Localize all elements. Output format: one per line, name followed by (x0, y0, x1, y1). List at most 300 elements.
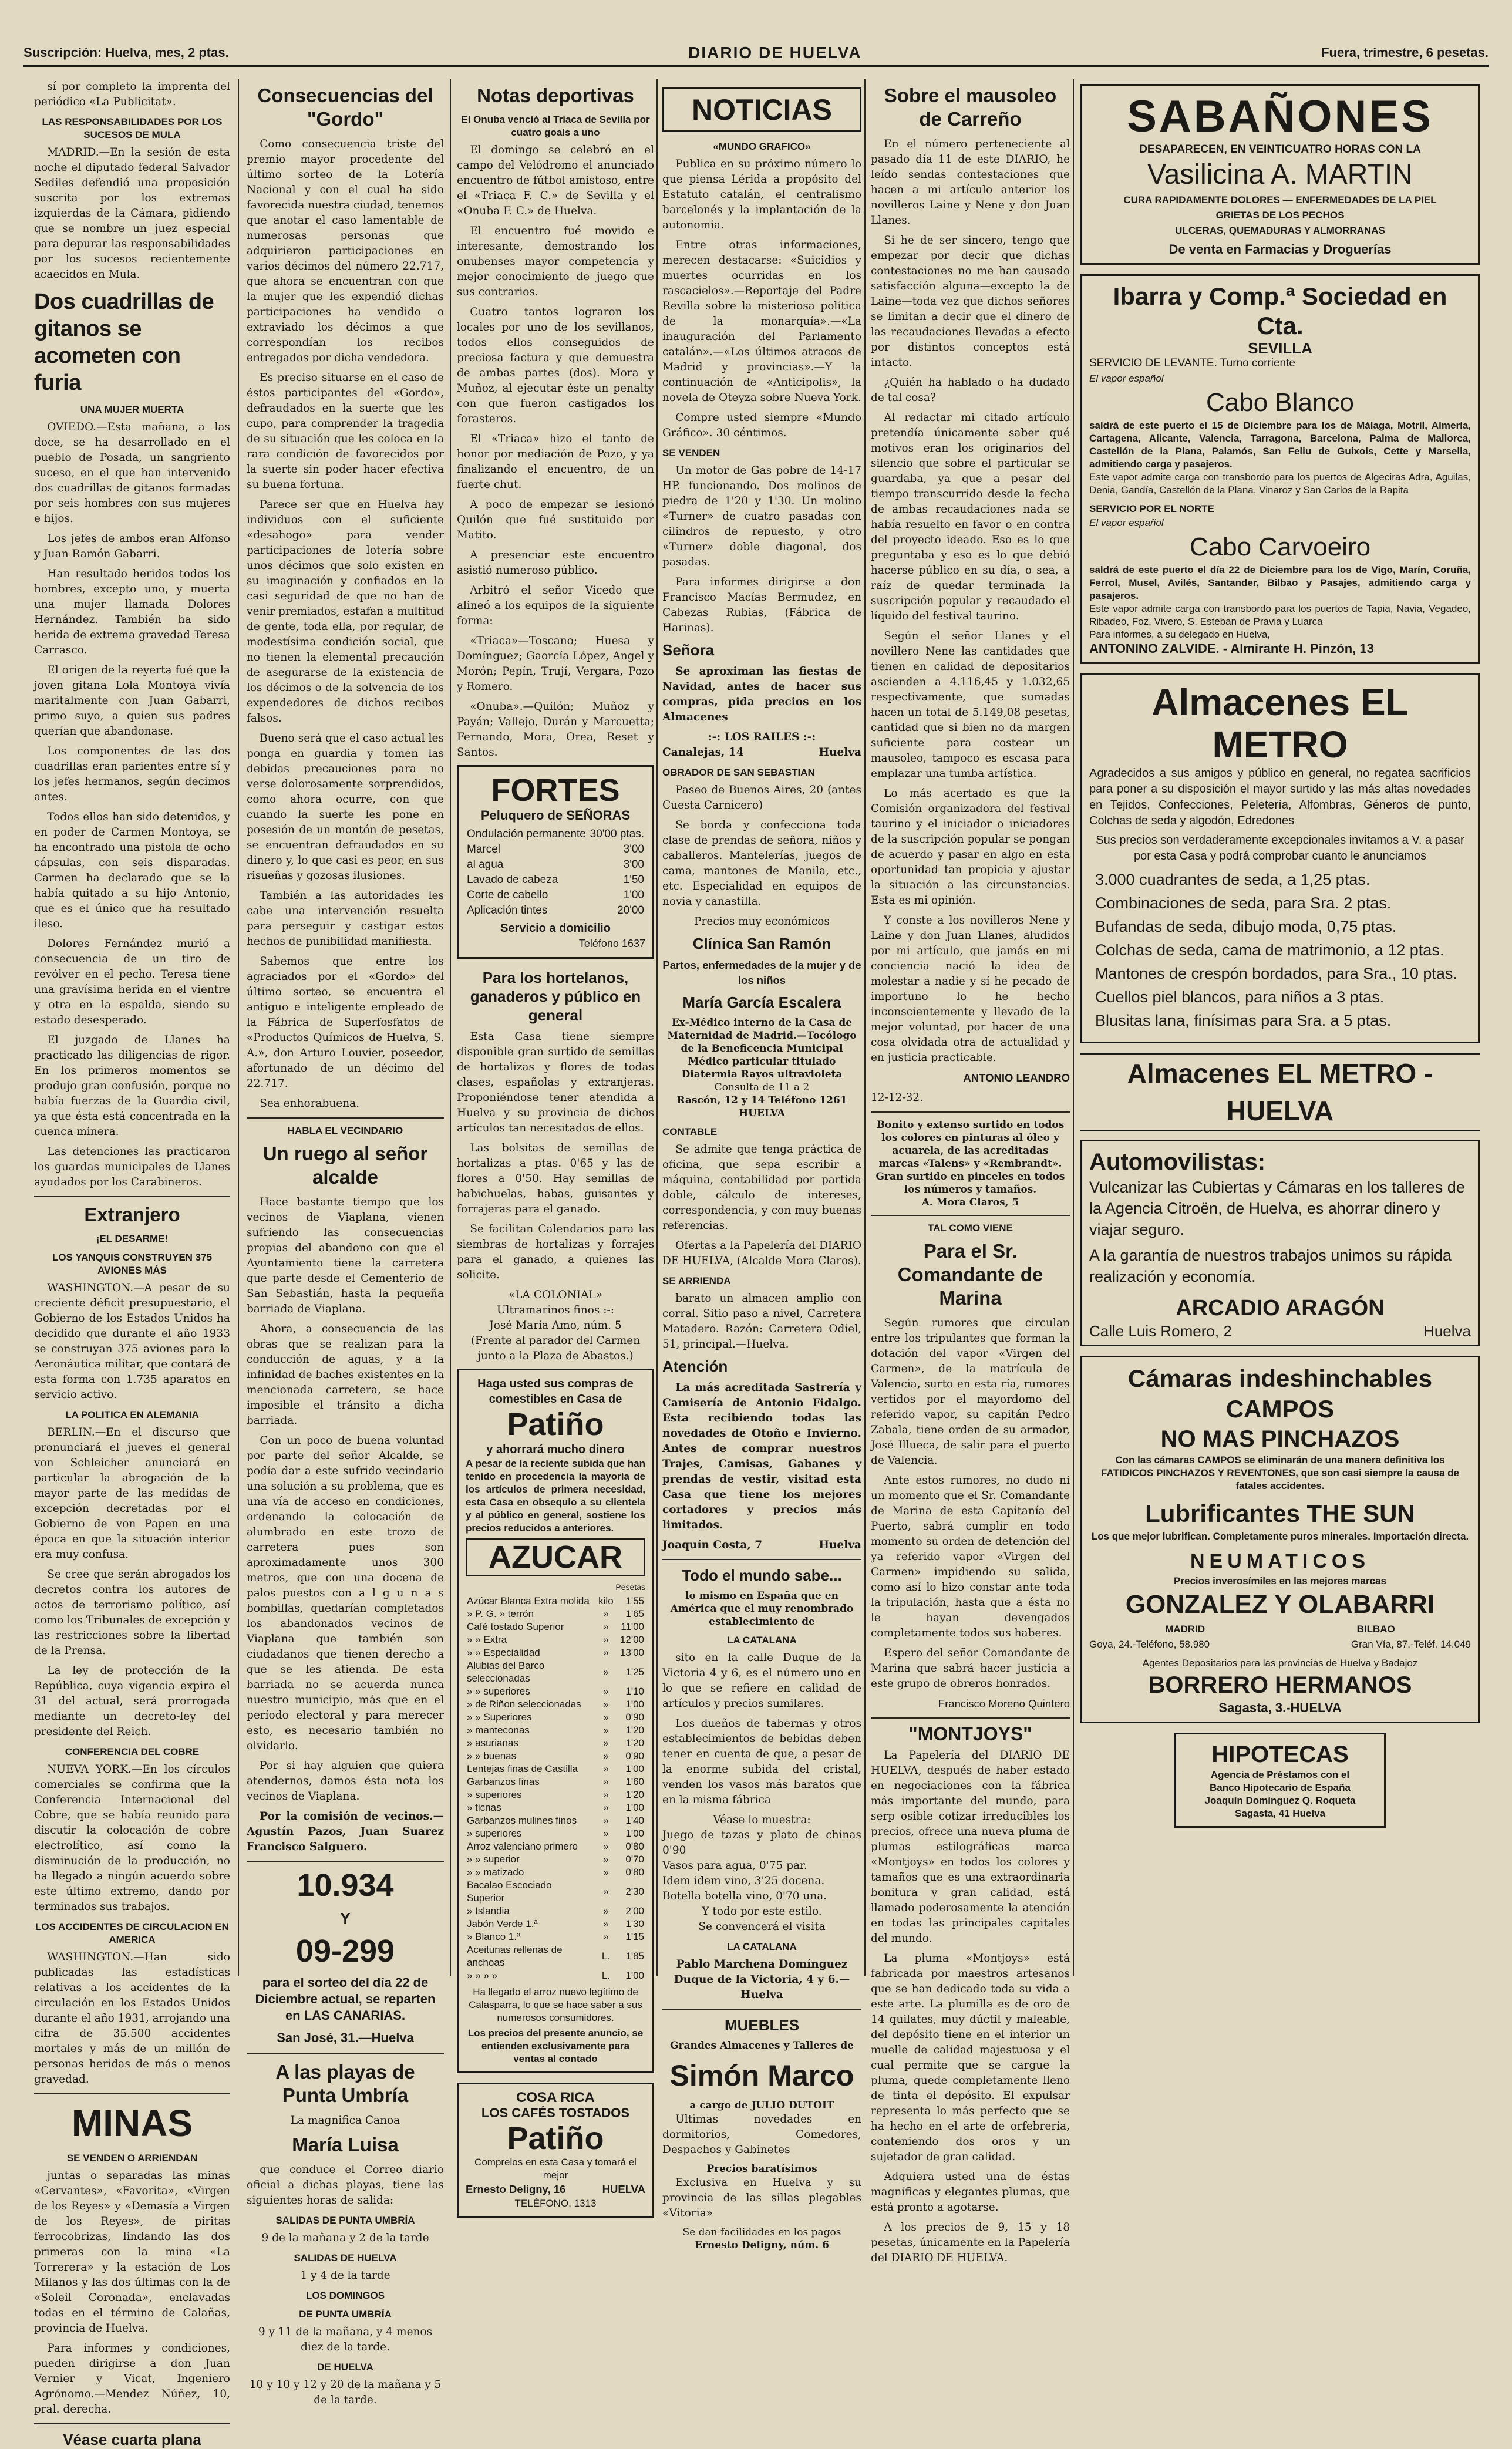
shop-address: Joaquín Costa, 7 (662, 1539, 763, 1551)
ad-text: Vulcanizar las Cubiertas y Cámaras en los talleres de la Agencia Citroën, de Huelva, es ahorrar dinero y viajar seguro. (1089, 1178, 1465, 1238)
price-value: 20'00 (617, 904, 644, 917)
ad-text: Juego de tazas y plato de chinas 0'90 (662, 1829, 861, 1857)
price-item: » asurianas (467, 1737, 518, 1749)
price-row (466, 1879, 645, 1905)
headline: Clínica San Ramón (692, 935, 831, 952)
price-value: 1'85 (625, 1951, 644, 1962)
price-row (466, 1763, 645, 1776)
paragraph: BERLIN.—En el discurso que pronunciará el jueves el general von Schleicher anunciará en particular la abrogación de la mayor parte de las medidas de excepción decretadas por el Gobierno de von Papen en una época en que la situación interior era muy confusa. (34, 1426, 230, 1561)
doctor-name: María García Escalera (682, 993, 841, 1011)
ad-note: Los precios del presente anuncio, se entienden exclusivamente para ventas al contado (467, 2027, 644, 2064)
paragraph: Para informes dirigirse a don Francisco Macías Bermudez, en Cabezas Rubias, (Fábrica de Harinas). (662, 576, 861, 634)
ad-text: Bonito y extenso surtido en todos los colores en pinturas al óleo y acuarela, de las acreditadas marcas «Talens» y «Rembrandt». (876, 1119, 1065, 1170)
price-value: 0'90 (625, 1750, 644, 1761)
paragraph: Hace bastante tiempo que los vecinos de Viaplana, vienen sufriendo las consecuencias propias del abandono con que el Ayuntamiento tiene la carretera que parte desde el Cementerio de San Sebastián, hasta la pequeña barriada de Viaplana. (247, 1196, 444, 1315)
price-row (466, 1776, 645, 1788)
ad-title: GONZALEZ Y OLABARRI (1125, 1590, 1435, 1619)
price-item: » » » » (467, 1970, 497, 1981)
price-item: » » superior (467, 1854, 520, 1865)
price-item: » ticnas (467, 1802, 501, 1813)
headline: Dos cuadrillas de gitanos se acometen con furia (34, 289, 214, 395)
paragraph: Dolores Fernández murió a consecuencia de un tiro de revólver en el pecho. Teresa tiene una gravísima herida en el vientre y otra en la espalda, siendo su estado desesperado. (34, 938, 230, 1026)
ad-subtitle: DESAPARECEN, EN VEINTICUATRO HORAS CON LA (1139, 143, 1421, 156)
ad-ibarra (1080, 274, 1480, 664)
paragraph: La Papelería del DIARIO DE HUELVA, después de haber estado en negociaciones con la fábrica más importante del mundo, para serp osible cotizar irreducibles los precios, ofrece una nueva pluma de plumas estilográficas marca «Montjoys» en todos los colores y tamaños que es una extraordinaria bonitura y gran calidad, está llamado poderosamente la atención en todas las principales capitales del mundo. (871, 1749, 1070, 1945)
price-row (466, 1840, 645, 1853)
price-label: Corte de cabello (467, 889, 548, 901)
paragraph: Un motor de Gas pobre de 14-17 HP. funcionando. Dos molinos de piedra de 1'20 y 1'30. Un molino «Turner» de cuatro pasadas con cilindros de repuesto, y otro «Turner» doble diagonal, dos pasadas. (662, 464, 861, 568)
ad-text: Diatermia Rayos ultravioleta (681, 1069, 843, 1080)
paragraph: El juzgado de Llanes ha practicado las diligencias de rigor. En los primeros momentos se produjo gran confusión, porque no había fuerzas de la Guardia civil, ya que ésta está concentrada en la cuenca minera. (34, 1034, 230, 1138)
price-value: 1'40 (625, 1815, 644, 1826)
paragraph: Ante estos rumores, no dudo ni un momento que el Sr. Comandante de Marina de esta Capitanía del Puerto, sabrá cumplir en todo momento su orden de detención del ya referido vapor «Virgen del Carmen» impidiendo su salida, como así lo hizo constar ante toda la tripulación, hasta que a ésta no le hayan devengados completamente todos sus haberes. (871, 1474, 1070, 1639)
shop-name: «LA COLONIAL» (508, 1289, 603, 1301)
ad-hipotecas (1174, 1733, 1386, 1828)
ad-title: COSA RICA (516, 2090, 595, 2106)
paragraph: El domingo se celebró en el campo del Velódromo el anunciado encuentro de fútbol amistoso, entre el «Triaca F. C.» de Sevilla y el «Onuba F. C.» de Huelva. (457, 144, 654, 217)
ad-text: Agradecidos a sus amigos y público en general, no regatea sacrificios para poner a su disposición el mayor surtido y las más altas novedades en Tejidos, Confecciones, Peletería, Alfombras, Géneros de punto, Colchas de seda y algodón, Edredones (1089, 767, 1471, 827)
divider (871, 1215, 1070, 1216)
paragraph: Sea enhorabuena. (260, 1097, 360, 1110)
paragraph: Se cree que serán abrogados los decretos contra los autores de actos de terrorismo político, así como los Tribunales de excepción y las restricciones sobre la libertad de la Prensa. (34, 1568, 230, 1657)
ad-text: Para informes, a su delegado en Huelva, (1089, 629, 1271, 640)
price-label: Lavado de cabeza (467, 874, 558, 886)
subheadline: HABLA EL VECINDARIO (287, 1125, 403, 1136)
ad-text: Precios baratísimos (706, 2163, 817, 2175)
price-row (466, 873, 645, 888)
price-item: Café tostado Superior (467, 1621, 564, 1632)
address-row (662, 745, 861, 760)
paragraph: Por la comisión de vecinos.—Agustín Pazos, Juan Suarez Francisco Salguero. (247, 1810, 444, 1853)
price-row (466, 1801, 645, 1814)
price-row (466, 827, 645, 842)
newspaper-title: DIARIO DE HUELVA (688, 43, 862, 62)
paragraph: También a las autoridades les cabe una intervención resuelta para perseguir y castigar estos hechos de punibilidad manifiesta. (247, 890, 444, 948)
ad-title: NEUMATICOS (1190, 1550, 1370, 1572)
paragraph: Al redactar mi citado artículo pretendía únicamente saber qué motivos eran los originarios del silencio que sobre el particular se guardaba, ya que a pesar del tiempo transcurrido desde la fecha de ambas recaudaciones nada se había resuelto en favor o en contra del proyecto ideado. Eso es lo que preguntaba y eso es lo que debió hacerse público en su día, o sea, a raíz de quedar terminada la suscripción popular y recaudado el líquido del festival taurino. (871, 412, 1070, 622)
paragraph: El origen de la reyerta fué que la joven gitana Lola Montoya vivía maritalmente con Juan Gabarri, primo suyo, a quien sus padres querían que abandonase. (34, 664, 230, 737)
paragraph: Según el señor Llanes y el novillero Nene las cantidades que tienen en calidad de depositarios ascienden a 4.116,45 y 1.032,65 respectivamente, que sumadas hacen un total de 5.149,08 pesetas, cantidad que si bien no da margen suficiente para costear un mausoleo, tampoco es escasa para emplazar una tumba artística. (871, 630, 1070, 780)
paragraph: A poco de empezar se lesionó Quilón que fué sustituido por Matito. (457, 498, 654, 541)
price-row (466, 888, 645, 903)
schedule-heading: SALIDAS DE HUELVA (294, 2252, 397, 2263)
ad-title: Ibarra y Comp.ª Sociedad en Cta. (1113, 282, 1447, 339)
ad-text: SERVICIO DE LEVANTE. Turno corriente (1089, 357, 1295, 369)
headline: Atención (662, 1357, 728, 1375)
price-unit: » (603, 1712, 609, 1723)
ad-text: Grandes Almacenes y Talleres de (669, 2040, 854, 2051)
paragraph: Es preciso situarse en el caso de éstos participantes del «Gordo», defraudados en la suerte que les cupo, para comprender la tragedia de su situación que les coloca en la rara condición de favorecidos por la suerte sin poder hacer efectiva su buena fortuna. (247, 372, 444, 491)
ad-text: GRIETAS DE LOS PECHOS (1215, 210, 1345, 221)
paragraph: Ahora, a consecuencia de las obras que se realizan para la conducción de aguas, y a la infinidad de baches existentes en la mencionada carretera, se hace imposible el tránsito a dicha barriada. (247, 1323, 444, 1427)
ad-subtitle: Peluquero de SEÑORAS (480, 808, 631, 823)
ad-text: CURA RAPIDAMENTE DOLORES — ENFERMEDADES DE LA PIEL (1123, 194, 1437, 206)
page-reference: Véase cuarta plana (63, 2431, 201, 2448)
price-value: 1'10 (625, 1686, 644, 1697)
ad-text: Sus precios son verdaderamente excepcionales invitamos a V. a pasar por esta Casa y podrá comprobar cuanto le anunciamos (1096, 834, 1464, 863)
ad-text: Botella botella vino, 0'70 una. (662, 1890, 827, 1902)
price-unit: » (603, 1789, 609, 1800)
subheadline: LA POLITICA EN ALEMANIA (65, 1409, 199, 1420)
address-row (662, 1538, 861, 1553)
headline: Extranjero (84, 1204, 180, 1225)
ad-text: Con las cámaras CAMPOS se eliminarán de una manera definitiva los FATIDICOS PINCHAZOS Y REVENTONES, que son casi siempre la causa de fatales accidentes. (1101, 1454, 1459, 1491)
paragraph: Esta Casa tiene siempre disponible gran surtido de semillas de hortalizas y flores de todas clases, españolas y extranjeras. Proponiéndose tener atendida a Huelva y su provincia de dichos artículos tan necesitados de ellos. (457, 1030, 654, 1134)
ad-address: Duque de la Victoria, 4 y 6.—Huelva (674, 1973, 850, 2001)
price-unit: » (603, 1699, 609, 1710)
headline: Todo el mundo sabe... (682, 1567, 842, 1584)
subheadline: «MUNDO GRAFICO» (713, 141, 811, 152)
price-row (466, 1659, 645, 1685)
price-row (466, 842, 645, 857)
price-value: 1'00 (625, 1970, 644, 1981)
paragraph: Los dueños de tabernas y otros establecimientos de bebidas deben tener en cuenta de que, a pesar de la enorme subida del cristal, venden los vasos más baratos que en la misma fábrica (662, 1717, 861, 1806)
paragraph: La más acreditada Sastrería y Camisería de Antonio Fidalgo. Esta recibiendo todas las novedades de Otoño e Invierno. Antes de comprar nuestros Trajes, Camisas, Gabanes y prendas de vestir, visitad esta Casa que tiene los mejores cortadores y precios más limitados. (662, 1382, 861, 1531)
ad-foot: De venta en Farmacias y Droguerías (1168, 242, 1392, 257)
paragraph: MADRID.—En la sesión de esta noche el diputado federal Salvador Sediles defendió una proposición suscrita por los extremas izquierdas de la Cámara, pidiendo que se nombre un juez especial para depurar las responsabilidades por los sucesos recientemente acaecidos en Mula. (34, 146, 230, 281)
lottery-number: 10.934 (297, 1868, 394, 1903)
subheadline: ¡EL DESARME! (96, 1233, 169, 1244)
shop-city: Huelva (819, 1539, 861, 1551)
price-value: 2'30 (625, 1886, 644, 1897)
ad-address: Ernesto Deligny, núm. 6 (695, 2239, 829, 2251)
paragraph: barato un almacen amplio con corral. Sitio paso a nivel, Carretera Matadero. Razón: Carretera Odiel, 51, principal.—Huelva. (662, 1292, 861, 1350)
ad-cities (1089, 1622, 1471, 1637)
subheadline: TAL COMO VIENE (928, 1222, 1013, 1234)
headline: Consecuencias del "Gordo" (257, 85, 433, 130)
schedule-time: 1 y 4 de la tarde (300, 2269, 390, 2282)
subheadline: SE ARRIENDA (662, 1275, 731, 1286)
ad-address: Ernesto Deligny, 16 (466, 2183, 566, 2195)
ad-campos (1080, 1356, 1480, 1723)
price-item: » » matizado (467, 1867, 524, 1878)
paragraph: Sabemos que entre los agraciados por el «Gordo» del último sorteo, se encuentra el antiguo e inteligente empleado de la Fábrica de Superfosfatos de «Productos Químicos de Huelva, S. A.», don Arturo Louvier, poseedor, afortunado de un décimo del 22.717. (247, 955, 444, 1090)
headline: "MONTJOYS" (908, 1723, 1032, 1744)
price-label: Marcel (467, 843, 501, 855)
price-value: 1'60 (625, 1776, 644, 1787)
price-unit: » (603, 1634, 609, 1645)
boat-name: María Luisa (292, 2134, 399, 2155)
ads-column (1075, 79, 1486, 1976)
paragraph: juntas o separadas las minas «Cervantes», «Favorita», «Virgen de los Reyes» y «Demasía a Virgen de los Reyes», de piritas ferrocobrizas, lindando las dos primeras con la mina «La Torrerera» y la estación de Los Milanos y las dos últimas con la de «Soleil Coronada», enclavadas todas en el término de Calañas, provincia de Huelva. (34, 2170, 230, 2335)
price-row (466, 1969, 645, 1982)
price-unit: » (603, 1886, 609, 1897)
price-unit: » (603, 1854, 609, 1865)
ad-sabanones (1080, 84, 1480, 265)
price-item: Azúcar Blanca Extra molida (467, 1595, 590, 1606)
paragraph: Todos ellos han sido detenidos, y en poder de Carmen Montoya, se ha encontrado una pistola de ocho cápsulas, con seis disparadas. Carmen ha declarado que se la había quitado a su hijo Antonio, que es el único que ha resultado ileso. (34, 811, 230, 930)
price-item: » » superiores (467, 1686, 530, 1697)
price-row (466, 1711, 645, 1724)
headline: A las playas de Punta Umbría (275, 2061, 415, 2106)
price-row (466, 1905, 645, 1918)
price-label: al agua (467, 858, 504, 871)
column-2 (242, 79, 449, 2406)
ad-text: A pesar de la reciente subida que han tenido en procedencia la mayoría de los artículos de primera necesidad, esta Casa en obsequio a su clientela y al público en general, sostiene los precios reducidos a anteriores. (466, 1458, 645, 1534)
price-value: 0'70 (625, 1854, 644, 1865)
paragraph: Espero del señor Comandante de Marina que sabrá hacer justicia a este grupo de obreros honrados. (871, 1647, 1070, 1690)
subheadline: LOS YANQUIS CONSTRUYEN 375 AVIONES MÁS (52, 1252, 213, 1276)
price-row (466, 857, 645, 873)
price-unit: » (603, 1841, 609, 1852)
ad-subtitle: LOS CAFÉS TOSTADOS (481, 2106, 630, 2120)
lottery-number: 09-299 (295, 1933, 395, 1969)
ad-subtitle: NO MAS PINCHAZOS (1160, 1426, 1400, 1452)
ad-cafes (457, 2083, 654, 2218)
column-3 (452, 79, 659, 2209)
paragraph: Por si hay alguien que quiera atendernos, damos ésta nota los vecinos de Viaplana. (247, 1760, 444, 1803)
ad-text: Gran surtido en pinceles en todos los números y tamaños. (875, 1171, 1065, 1195)
ad-title: FORTES (491, 773, 620, 808)
price-item: Lentejas finas de Castilla (467, 1763, 578, 1774)
paragraph: Para informes y condiciones, pueden dirigirse a don Juan Vernier y Vicat, Ingeniero Agrónomo.—Mendez Núñez, 10, pral. derecha. (34, 2342, 230, 2416)
price-item: » de Riñon seleccionadas (467, 1699, 581, 1710)
schedule-heading: DE PUNTA UMBRÍA (299, 2309, 392, 2320)
paragraph: «Onuba».—Quilón; Muñoz y Payán; Vallejo, Durán y Marcuetta; Fernando, Mora, Orea, Reset y Santos. (457, 700, 654, 759)
ad-text: Se convencerá el visita (698, 1921, 826, 1933)
divider (247, 1861, 444, 1862)
price-value: 0'80 (625, 1867, 644, 1878)
divider (247, 1117, 444, 1119)
price-unit: » (603, 1828, 609, 1839)
paragraph: En el número perteneciente al pasado día 11 de este DIARIO, he leído sendas contestaciones que hacen a mi artículo anterior los novilleros Laine y Nene y don Juan Llanes. (871, 138, 1070, 227)
price-unit: » (603, 1802, 609, 1813)
ship-name: Cabo Blanco (1206, 388, 1354, 417)
ad-title: Cámaras indeshinchables CAMPOS (1127, 1365, 1433, 1423)
price-unit: » (603, 1621, 609, 1632)
column-1 (29, 79, 235, 2448)
price-row (466, 1595, 645, 1608)
ad-addresses (1089, 1637, 1471, 1652)
shop-name: :-: LOS RAILES :-: (708, 731, 816, 743)
price-list-item: Bufandas de seda, dibujo moda, 0,75 ptas. (1095, 918, 1397, 935)
price-value: 1'30 (625, 1918, 644, 1929)
ad-address: Sagasta, 3.-HUELVA (1218, 1700, 1342, 1715)
paragraph: Precios muy económicos (694, 915, 830, 928)
price-item: » » Extra (467, 1634, 507, 1645)
price-unit: » (603, 1608, 609, 1619)
paragraph: que conduce el Correo diario oficial a dichas playas, tiene las siguientes horas de salida: (247, 2164, 444, 2207)
paragraph: Si he de ser sincero, tengo que empezar por decir que dichas contestaciones no me han causado satisfacción alguna—excepto la de Laine—toda vez que dichos señores se limitan a decir que el dinero de las recaudaciones llevadas a efecto por distintos conceptos está intacto. (871, 234, 1070, 369)
price-item: » manteconas (467, 1724, 530, 1736)
paragraph: WASHINGTON.—A pesar de su creciente déficit presupuestario, el Gobierno de los Estados Unidos ha decidido que durante el año 1933 se construyan 375 aviones para la Aeronáutica militar, que contará de esta forma con 1.735 aparatos en servicio activo. (34, 1282, 230, 1401)
headline: Para los hortelanos, ganaderos y público en general (470, 969, 641, 1024)
price-unit: » (603, 1776, 609, 1787)
paragraph: NUEVA YORK.—En los círculos comerciales se confirma que la Conferencia Internacional del Cobre, que se había reunido para discutir la colocación de cobre electrolítico, así como la disminución de la producción, no ha llegado a ningún acuerdo sobre este último extremo, dando por terminados sus trabajos. (34, 1763, 230, 1913)
paragraph: Las bolsitas de semillas de hortalizas a ptas. 0'65 y las de flores a 0'50. Hay semillas de habichuelas, habas, guisantes y forrajeras para el ganado. (457, 1142, 654, 1215)
paragraph: Arbitró el señor Vicedo que alineó a los equipos de la siguiente forma: (457, 584, 654, 627)
shop-address: José María Amo, núm. 5 (489, 1319, 622, 1332)
ad-text: Médico particular titulado (688, 1056, 836, 1067)
price-unit: kilo (598, 1595, 614, 1606)
price-value: 0'80 (625, 1841, 644, 1852)
ship-name: Cabo Carvoeiro (1189, 533, 1371, 561)
paragraph: Se borda y confecciona toda clase de prendas de señora, niños y caballeros. Mantelerías, juegos de cama, mantones de Manila, etc., etc. Especialidad en equipos de novia y canastilla. (662, 819, 861, 908)
paragraph: «Triaca»—Toscano; Huesa y Domínguez; Gaorcía López, Angel y Morón; Pepín, Trují, Vergara, Pozo y Romero. (457, 635, 654, 693)
price-unit: » (603, 1763, 609, 1774)
divider (34, 2093, 230, 2094)
price-row (466, 1931, 645, 1943)
price-item: » » Superiores (467, 1712, 532, 1723)
ad-address: Gran Vía, 87.-Teléf. 14.049 (1351, 1639, 1471, 1650)
price-value: 30'00 ptas. (590, 828, 644, 840)
price-label: Ondulación permanente (467, 828, 586, 840)
price-table (466, 827, 645, 918)
price-value: 1'15 (625, 1931, 644, 1942)
ad-text: Y todo por este estilo. (702, 1905, 822, 1918)
ad-title: Lubrificantes THE SUN (1145, 1500, 1415, 1527)
subheadline: UNA MUJER MUERTA (80, 404, 184, 415)
headline: LAS RESPONSABILIDADES POR LOS SUCESOS DE MULA (42, 116, 223, 140)
ad-text: Los que mejor lubrifican. Completamente puros minerales. Importación directa. (1091, 1531, 1469, 1542)
price-item: Jabón Verde 1.ª (467, 1918, 538, 1929)
ad-text: Comprelos en esta Casa y tomará el mejor (474, 2157, 637, 2181)
paragraph: La pluma «Montjoys» está fabricada por maestros artesanos que se han dedicado toda su vida a este arte. La plumilla es de oro de 14 quilates, muy dúctil y maleable, del depósito tiene en el interior un muelle de calidad majestuosa y el cual permite que se cargue la pluma, quede completamente lleno de tinta el depósito. El expulsar representa lo más perfecto que se ha hecho en el arte de orfebrería, conteniendo dos oros y un sujetador de gran calidad. (871, 1952, 1070, 2163)
headline: Para el Sr. Comandante de Marina (897, 1240, 1043, 1309)
ad-name: ARCADIO ARAGÓN (1176, 1296, 1385, 1320)
price-unit: » (603, 1647, 609, 1658)
schedule-heading: SALIDAS DE PUNTA UMBRÍA (275, 2215, 415, 2226)
ad-text: Joaquín Domínguez Q. Roqueta (1204, 1795, 1356, 1806)
subheadline: SE VENDEN (662, 447, 720, 459)
price-unit: » (603, 1918, 609, 1929)
schedule-time: 9 y 11 de la mañana, y 4 menos diez de la tarde. (258, 2326, 433, 2353)
price-row (466, 1788, 645, 1801)
price-value: 1'55 (625, 1595, 644, 1606)
price-label: Aplicación tintes (467, 904, 548, 917)
price-unit: » (603, 1905, 609, 1916)
ad-text: saldrá de este puerto el día 22 de Diciembre para los de Vigo, Marín, Coruña, Ferrol, Musel, Avilés, Santander, Bilbao y Pasajes, admitiendo carga y pasajeros. (1089, 564, 1471, 601)
paragraph: Los componentes de las dos cuadrillas eran parientes entre sí y los jefes hermanos, según decimos antes. (34, 745, 230, 803)
ad-city: BILBAO (1356, 1623, 1395, 1635)
paragraph: Se admite que tenga práctica de oficina, que sepa escribir a máquina, contabilidad por partida doble, cálculo de intereses, correspondencia, y con muy buenas referencias. (662, 1143, 861, 1232)
paragraph: La ley de protección de la República, cuya vigencia expira el 31 del actual, será prorrogada mediante un decreto-ley del presidente del Reich. (34, 1665, 230, 1738)
ad-text: Este vapor admite carga con transbordo para los puertos de Tapia, Navia, Vegadeo, Ribadeo, Foz, Vivero, S. Esteban de Pravia y Luarca (1089, 603, 1471, 627)
subheadline: El Onuba venció al Triaca de Sevilla por cuatro goals a uno (461, 114, 650, 138)
subheadline: La magnifica Canoa (290, 2114, 400, 2127)
paragraph: Según rumores que circulan entre los tripulantes que forman la dotación del vapor «Virgen del Carmen», de la matrícula de Valencia, surto en esta ría, rumores vertidos por el mayordomo del referido vapor, su capitán Pedro Zabala, tiene orden de su armador, José Illueca, de salir para el puerto de Valencia. (871, 1317, 1070, 1467)
ad-service: Servicio a domicilio (500, 922, 611, 935)
ad-city: Huelva (1423, 1322, 1471, 1340)
price-row (466, 1621, 645, 1633)
column-5 (866, 79, 1075, 2264)
shop-address: Canalejas, 14 (662, 746, 744, 759)
ad-text: Ex-Médico interno de la Casa de Maternidad de Madrid.—Tocólogo de la Beneficencia Municipal (667, 1017, 857, 1055)
paragraph: Ultimas novedades en dormitorios, Comedores, Despachos y Gabinetes (662, 2113, 861, 2156)
price-unit: » (603, 1737, 609, 1749)
ad-text: Rascón, 12 y 14 Teléfono 1261 (676, 1094, 847, 1106)
ad-text: Idem idem vino, 3'25 docena. (662, 1875, 825, 1887)
ad-text: Agencia de Préstamos con el (1210, 1769, 1350, 1780)
price-item: Garbanzos finas (467, 1776, 540, 1787)
price-value: 3'00 (623, 843, 644, 855)
divider (871, 1111, 1070, 1113)
price-list-item: Colchas de seda, cama de matrimonio, a 12 ptas. (1095, 941, 1444, 959)
ad-city: HUELVA (602, 2183, 645, 2195)
paragraph: Paseo de Buenos Aires, 20 (antes Cuesta Carnicero) (662, 784, 861, 811)
lottery-conjunction: Y (340, 1909, 351, 1927)
headline: MUEBLES (724, 2016, 800, 2034)
shop-name: LA CATALANA (727, 1635, 797, 1646)
table-header: Pesetas (615, 1582, 645, 1592)
price-item: » Islandia (467, 1905, 510, 1916)
price-list-item: Mantones de crespón bordados, para Sra., 10 ptas. (1095, 965, 1457, 982)
price-table (466, 1595, 645, 1982)
paragraph: Como consecuencia triste del premio mayor procedente del último sorteo de la Lotería Nacional y con el cual ha sido favorecida nuestra ciudad, tenemos que anotar el caso lamentable de numerosas personas que adquirieron participaciones en varios décimos del número 22.717, que ahora se encuentran con que la mujer que les expendió dichas participaciones ha vendido o extraviado los décimos a que correspondían los recibos entregados por dicha vendedora. (247, 138, 444, 364)
article-date: 12-12-32. (871, 1092, 924, 1104)
paragraph: Cuatro tantos lograron los locales por uno de los sevillanos, todos ellos conseguidos de preciosa factura y que demuestra de ambas partes (dos). Mora y Muñoz, al ejecutar éste un penalty con que fueron castigados los forasteros. (457, 306, 654, 425)
paragraph: El «Triaca» hizo el tanto de honor por mediación de Pozo, y ya finalizando el encuentro, de un fuerte chut. (457, 433, 654, 491)
paragraph: Lo más acertado es que la Comisión organizadora del festival taurino y el iniciador o iniciadores de la suscripción popular se pongan de acuerdo y pasar en algo en esta oportunidad tan propicia y ajustar la situación a las circunstancias. Esta es mi opinión. (871, 787, 1070, 907)
shop-name: Simón Marco (669, 2059, 854, 2092)
ad-automovilistas (1080, 1140, 1480, 1346)
ad-text: Banco Hipotecario de España (1210, 1782, 1351, 1793)
ad-text: Agentes Depositarios para las provincias de Huelva y Badajoz (1142, 1658, 1418, 1669)
paragraph: Publica en su próximo número lo que piensa Lérida a propósito del Estatuto catalán, el centralismo barcelonés y la implantación de la autonomía. (662, 158, 861, 231)
price-value: 1'00 (625, 1699, 644, 1710)
ad-address: Calle Luis Romero, 2 (1089, 1322, 1232, 1340)
price-list-item: Blusitas lana, finísimas para Sra. a 5 ptas. (1095, 1012, 1392, 1029)
ad-address: A. Mora Claros, 5 (921, 1197, 1019, 1208)
shop-name: LA CATALANA (727, 1941, 797, 1952)
divider (662, 2009, 861, 2010)
price-unit: » (603, 1750, 609, 1761)
paragraph: sito en la calle Duque de la Victoria 4 y 6, es el número uno en lo que se refiere en calidad de artículos y precios sumilares. (662, 1652, 861, 1710)
price-row (466, 1814, 645, 1827)
ad-text: saldrá de este puerto el 15 de Diciembre para los de Málaga, Motril, Almería, Cartagena, Alicante, Valencia, Tarragona, Barcelona, Palma de Mallorca, Castellón de la Plana, Palamós, San Feliu de Guixols, Cette y Marsella, admitiendo carga y pasajeros. (1089, 420, 1471, 470)
price-item: Aceitunas rellenas de anchoas (467, 1944, 563, 1968)
ad-text: El vapor español (1089, 517, 1164, 528)
ad-title: SABAÑONES (1127, 92, 1433, 142)
paragraph: El encuentro fué movido e interesante, demostrando los onubenses mayor competencia y mejor conocimiento de juego que sus contrarios. (457, 225, 654, 298)
paragraph: Bueno será que el caso actual les ponga en guardia y tomen las debidas precauciones para no verse dolorosamente sorprendidos, como ahora ocurre, con que cuando la suerte les pone en posesión de un montón de pesetas, se encuentran defraudados en su dinero y, lo que casi es peor, en sus risueñas y gozosas ilusiones. (247, 732, 444, 882)
ad-address-row (466, 2182, 645, 2197)
paragraph: sí por completo la imprenta del periódico «La Publicitat». (34, 80, 230, 108)
price-item: » superiores (467, 1789, 522, 1800)
column-rule (238, 79, 239, 1976)
price-list-item: 3.000 cuadrantes de seda, a 1,25 ptas. (1095, 871, 1370, 888)
subheadline: Partos, enfermedades de la mujer y de los niños (662, 959, 861, 986)
price-list-item: Combinaciones de seda, para Sra. 2 ptas. (1095, 894, 1392, 912)
price-item: Bacalao Escociado Superior (467, 1879, 552, 1904)
subheadline: CONTABLE (662, 1126, 718, 1137)
ad-text: SERVICIO POR EL NORTE (1089, 503, 1214, 514)
ad-text: Este vapor admite carga con transbordo para los puertos de Algeciras Adra, Aguilas, Denia, Gandía, Castellón de la Plana, Vinaroz y San Carlos de la Rapita (1089, 471, 1471, 496)
ad-name: Patiño (507, 2121, 604, 2156)
ad-address: Goya, 24.-Teléfono, 58.980 (1089, 1639, 1210, 1650)
ad-subtitle: y ahorrará mucho dinero (486, 1443, 625, 1456)
subheadline: LOS ACCIDENTES DE CIRCULACION EN AMERICA (35, 1921, 229, 1945)
paragraph: WASHINGTON.—Han sido publicadas las estadísticas relativas a los accidentes de la circulación en los Estados Unidos durante el año 1931, arrojando una cifra de 35.500 accidentes mortales y más de un millón de personas heridas de más o menos gravedad. (34, 1951, 230, 2086)
price-value: 1'50 (623, 874, 644, 886)
ad-patino (457, 1369, 654, 2073)
section-title: NOTICIAS (662, 87, 861, 132)
paragraph: OVIEDO.—Esta mañana, a las doce, se ha desarrollado en el pueblo de Posada, un sangriento suceso, en el que han intervenido dos cuadrillas de gitanos formadas por seis hombres con sus mujeres e hijos. (34, 421, 230, 525)
price-unit: » (603, 1724, 609, 1736)
shop-type: Ultramarinos finos :-: (496, 1304, 615, 1316)
ad-text: Véase lo muestra: (713, 1814, 811, 1826)
ad-text: Pablo Marchena Domínguez (676, 1958, 848, 1970)
divider (662, 1559, 861, 1560)
ad-text: Vasos para agua, 0'75 par. (662, 1860, 807, 1872)
paragraph: Exclusiva en Huelva y su provincia de las sillas plegables «Vitoria» (662, 2177, 861, 2219)
price-value: 1'20 (625, 1737, 644, 1749)
price-unit: » (603, 1666, 609, 1677)
ad-address-row (1089, 1323, 1471, 1339)
price-row (466, 1918, 645, 1931)
paragraph: Con un poco de buena voluntad por parte del señor Alcalde, se podía dar a este sufrido vecindario una solución a su problema, que es una vía de acceso en condiciones, ordenando la colocación de alumbrado en este trozo de carretera pues son aproximadamente unos 300 metros, que con una docena de palos puestos con a l g u n a s bombillas, quedarían completados los abandonados vecinos de Viaplana que también son ciudadanos que tienen derecho a que se les atienda. De esta barriada no se acuerda nunca nuestro municipio, más que en el período electoral y para merecer esto, es necesario también no olvidarlo. (247, 1434, 444, 1752)
price-unit: » (603, 1931, 609, 1942)
